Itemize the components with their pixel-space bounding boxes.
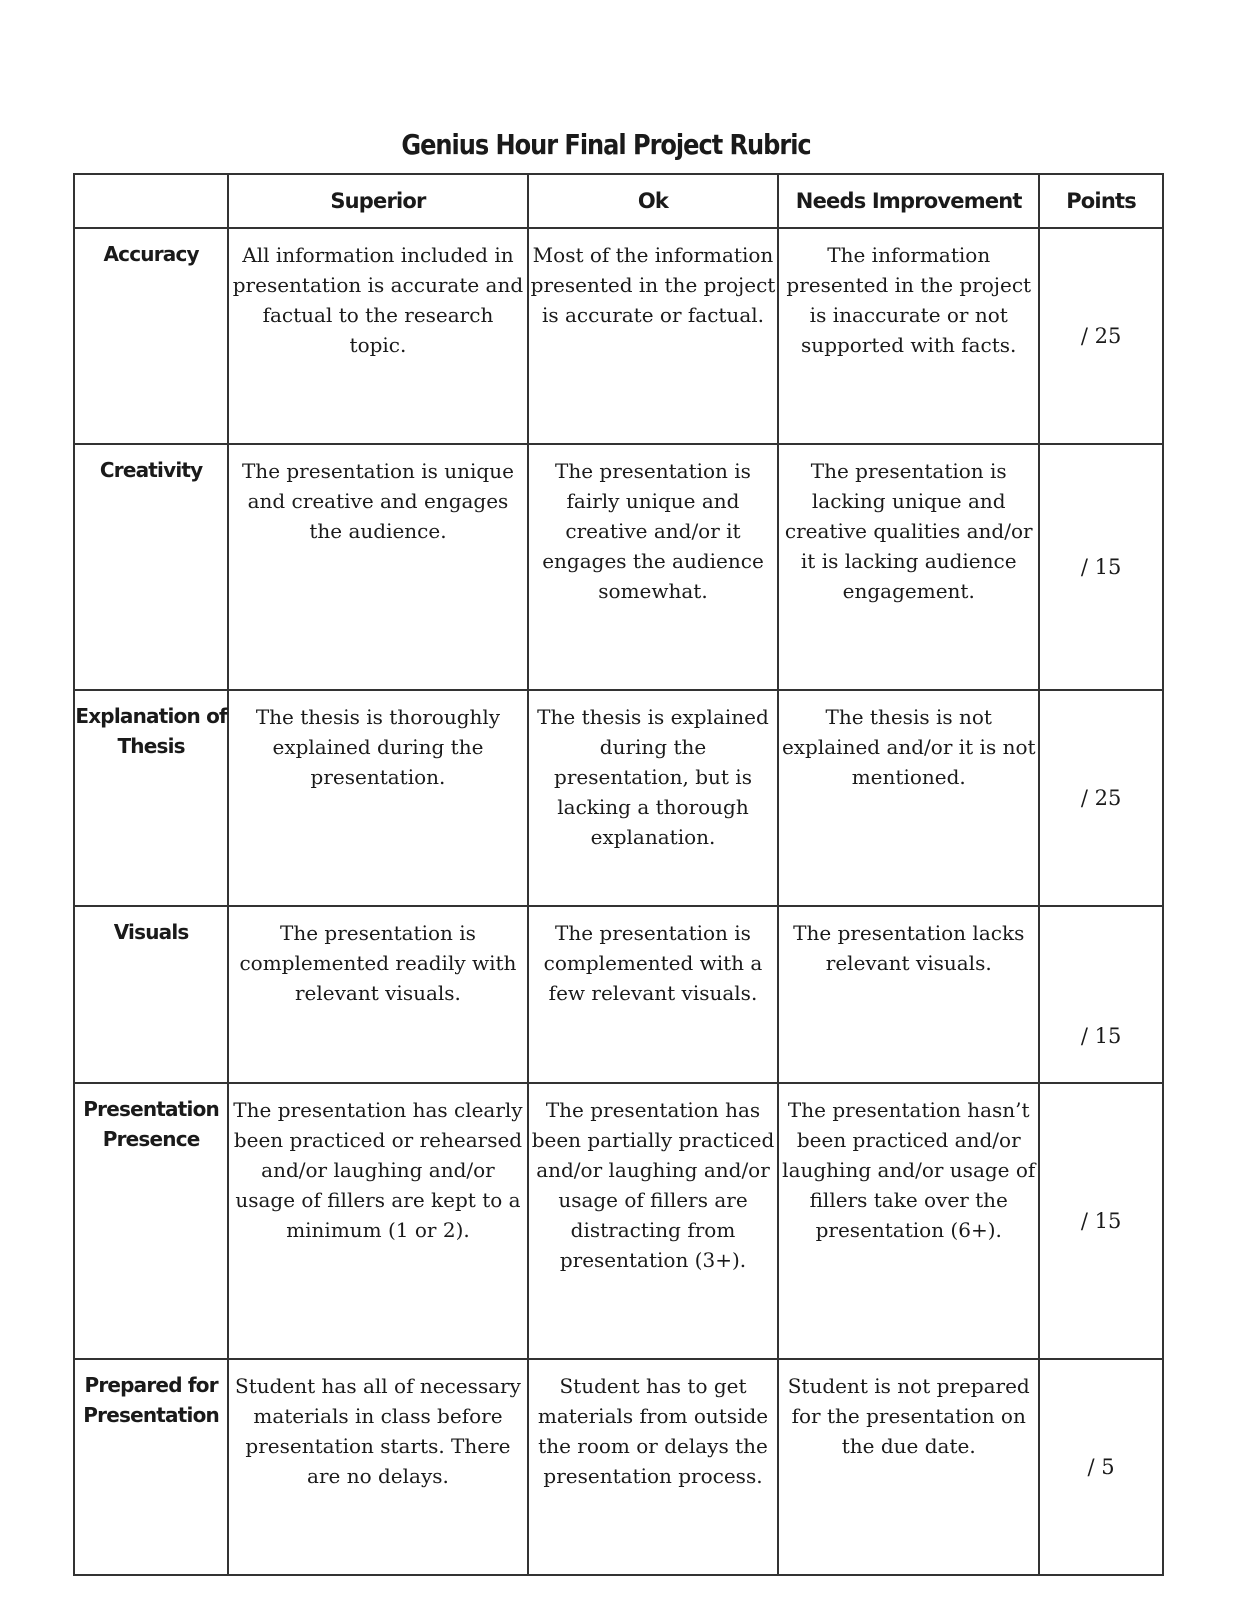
header-ok: Ok [528,174,779,228]
header-superior: Superior [228,174,527,228]
points-cell: / 25 [1039,228,1163,444]
header-points: Points [1039,174,1163,228]
ok-cell: The thesis is explained during the presentation, but is lacking a thorough explanation. [528,690,779,906]
criterion-cell: Prepared for Presentation [74,1359,228,1575]
points-cell: / 15 [1039,1083,1163,1359]
table-row [74,1359,1163,1575]
needs-improvement-cell: The presentation lacks relevant visuals. [778,906,1039,1083]
criterion-cell: Presentation Presence [74,1083,228,1359]
table-row [74,690,1163,906]
needs-improvement-cell: Student is not prepared for the presentation on the due date. [778,1359,1039,1575]
points-cell: / 25 [1039,690,1163,906]
points-cell: / 15 [1039,444,1163,690]
needs-improvement-cell: The presentation hasn’t been practiced and/or laughing and/or usage of fillers take over the presentation (6+). [778,1083,1039,1359]
criterion-cell: Visuals [74,906,228,1083]
superior-cell: The presentation is complemented readily with relevant visuals. [228,906,527,1083]
ok-cell: Most of the information presented in the project is accurate or factual. [528,228,779,444]
criterion-cell: Explanation of Thesis [74,690,228,906]
superior-cell: The presentation is unique and creative and engages the audience. [228,444,527,690]
criterion-cell: Accuracy [74,228,228,444]
needs-improvement-cell: The thesis is not explained and/or it is not mentioned. [778,690,1039,906]
header-criteria [74,174,228,228]
superior-cell: The thesis is thoroughly explained during the presentation. [228,690,527,906]
ok-cell: The presentation is complemented with a few relevant visuals. [528,906,779,1083]
points-cell: / 15 [1039,906,1163,1083]
criterion-cell: Creativity [74,444,228,690]
rubric-title: Genius Hour Final Project Rubric [401,128,811,161]
table-row [74,228,1163,444]
superior-cell: All information included in presentation is accurate and factual to the research topic. [228,228,527,444]
needs-improvement-cell: The presentation is lacking unique and creative qualities and/or it is lacking audience engagement. [778,444,1039,690]
rubric-table [73,173,1164,1576]
points-cell: / 5 [1039,1359,1163,1575]
table-row [74,444,1163,690]
needs-improvement-cell: The information presented in the project is inaccurate or not supported with facts. [778,228,1039,444]
ok-cell: The presentation has been partially practiced and/or laughing and/or usage of fillers are distracting from presentation (3+). [528,1083,779,1359]
header-needs-improvement: Needs Improvement [778,174,1039,228]
header-row [74,174,1163,228]
table-row [74,906,1163,1083]
superior-cell: The presentation has clearly been practiced or rehearsed and/or laughing and/or usage of fillers are kept to a minimum (1 or 2). [228,1083,527,1359]
ok-cell: The presentation is fairly unique and creative and/or it engages the audience somewhat. [528,444,779,690]
ok-cell: Student has to get materials from outside the room or delays the presentation process. [528,1359,779,1575]
superior-cell: Student has all of necessary materials in class before presentation starts. There are no delays. [228,1359,527,1575]
table-row [74,1083,1163,1359]
